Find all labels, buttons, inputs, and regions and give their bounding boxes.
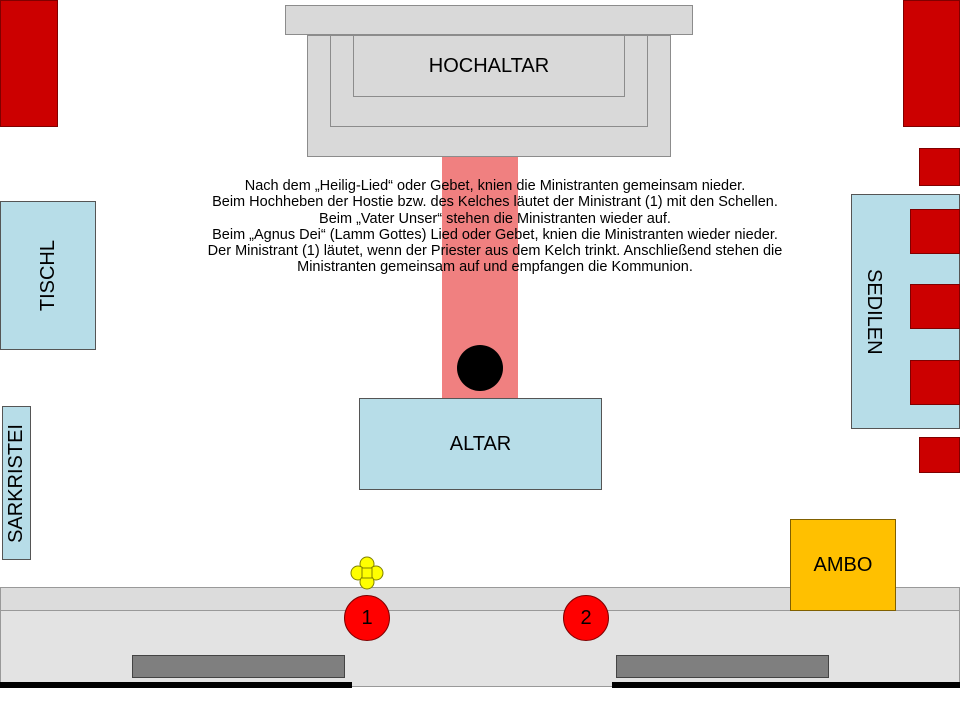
seat-right <box>919 148 960 186</box>
rail-left <box>0 682 352 688</box>
kneeler-right <box>616 655 829 678</box>
hochaltar-top-bar <box>285 5 693 35</box>
instruction-text <box>200 178 790 276</box>
seat-right <box>919 437 960 473</box>
seat-top-right <box>903 0 960 127</box>
altar-label: ALTAR <box>359 398 602 490</box>
seat-right <box>910 360 960 405</box>
sarkristei-label: SARKRISTEI <box>5 423 27 543</box>
bells-icon <box>350 556 384 590</box>
ambo-label: AMBO <box>790 519 896 611</box>
seat-right <box>910 209 960 254</box>
tischl-label: TISCHL <box>36 239 59 312</box>
server-1-marker: 1 <box>344 595 390 641</box>
server-2-marker: 2 <box>563 595 609 641</box>
instruction-line: Der Ministrant (1) läutet, wenn der Priester aus dem Kelch trinkt. Anschließend stehen die Ministranten gemeinsam auf und empfangen die Kommunion. <box>207 243 783 276</box>
sarkristei-box <box>2 406 31 560</box>
sedilen-label: SEDILEN <box>863 268 885 355</box>
kneeler-left <box>132 655 345 678</box>
hochaltar-label: HOCHALTAR <box>353 35 625 97</box>
instruction-line: Nach dem „Heilig-Lied“ oder Gebet, knien die Ministranten gemeinsam nieder. <box>244 178 746 194</box>
instruction-line: Beim „Vater Unser“ stehen die Ministranten wieder auf. <box>319 210 671 227</box>
tischl-box <box>0 201 96 350</box>
priest-marker <box>457 345 503 391</box>
seat-top-left <box>0 0 58 127</box>
rail-right <box>612 682 960 688</box>
instruction-line: Beim „Agnus Dei“ (Lamm Gottes) Lied oder Gebet, knien die Ministranten wieder nieder. <box>212 226 778 243</box>
seat-right <box>910 284 960 329</box>
instruction-line: Beim Hochheben der Hostie bzw. des Kelches läutet der Ministrant (1) mit den Schellen. <box>212 194 778 211</box>
